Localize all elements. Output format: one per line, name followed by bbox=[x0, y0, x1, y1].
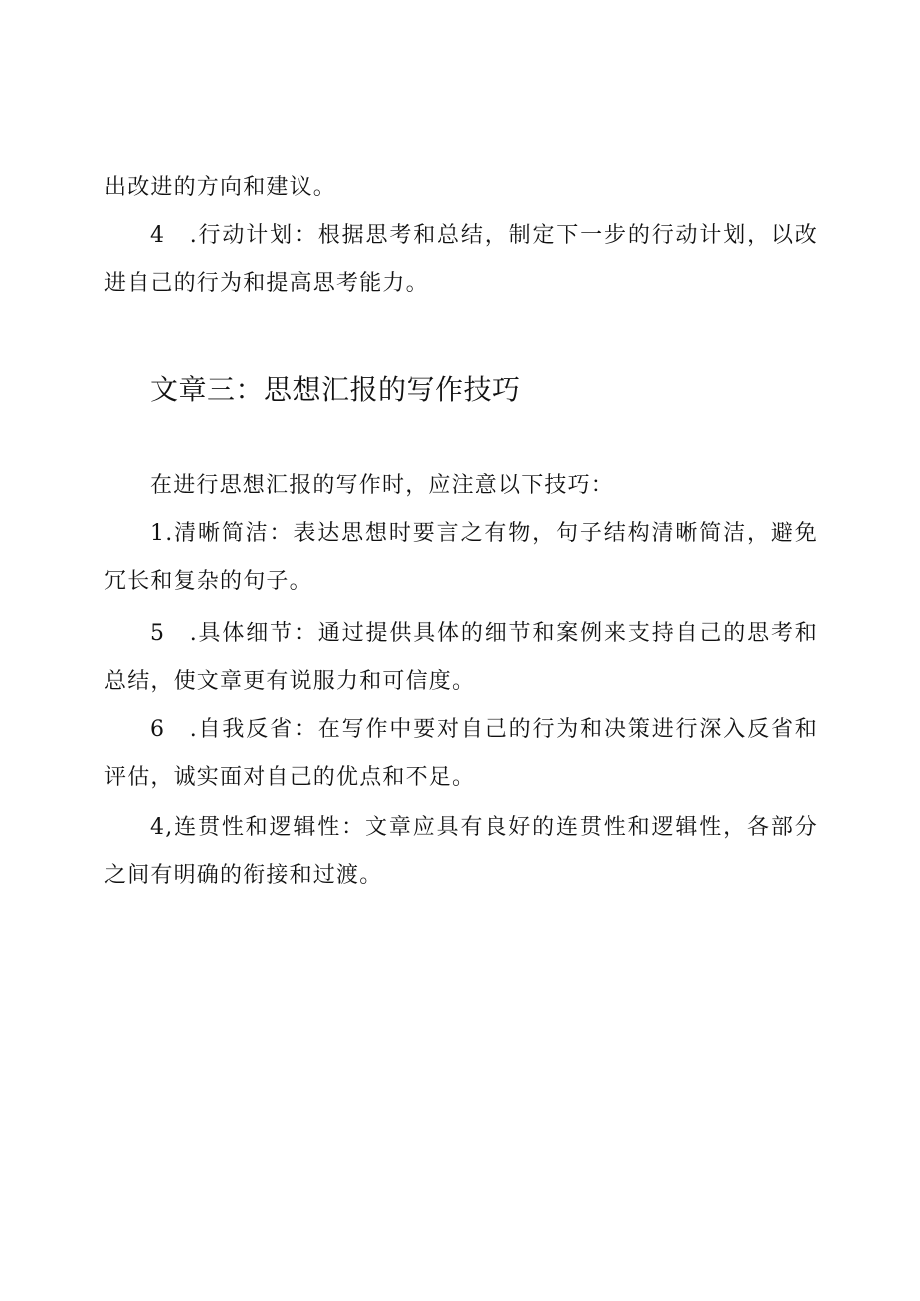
intro-paragraph: 在进行思想汇报的写作时，应注意以下技巧： bbox=[150, 473, 615, 498]
tip-item-clarity: 1.清晰简洁：表达思想时要言之有物，句子结构清晰简洁，避免冗长和复杂的句子。 bbox=[104, 521, 818, 594]
tip-item-coherence: 4,连贯性和逻辑性：文章应具有良好的连贯性和逻辑性，各部分之间有明确的衔接和过渡。 bbox=[104, 815, 818, 888]
tip-item-reflection: 6 .自我反省：在写作中要对自己的行为和决策进行深入反省和评估，诚实面对自己的优点和不足。 bbox=[104, 717, 818, 790]
continuation-paragraph: 出改进的方向和建议。 bbox=[104, 175, 337, 200]
section-heading: 文章三：思想汇报的写作技巧 bbox=[150, 373, 521, 406]
tip-item-details: 5 .具体细节：通过提供具体的细节和案例来支持自己的思考和总结，使文章更有说服力和可信度。 bbox=[104, 621, 818, 694]
action-plan-paragraph: 4 .行动计划：根据思考和总结，制定下一步的行动计划，以改进自己的行为和提高思考能力。 bbox=[104, 223, 818, 296]
